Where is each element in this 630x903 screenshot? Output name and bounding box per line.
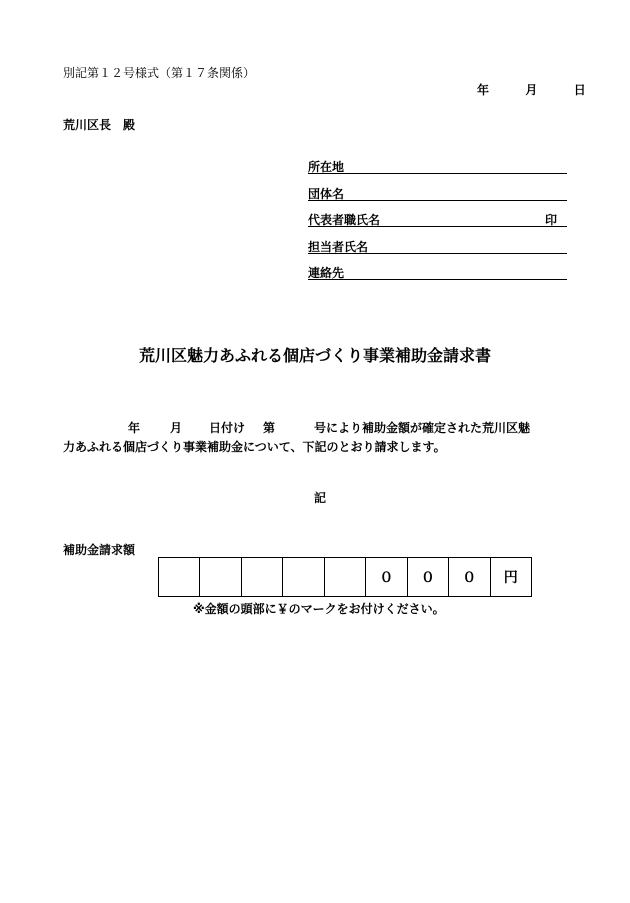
field-label: 団体名 xyxy=(308,187,345,201)
body-year: 年 xyxy=(128,421,141,435)
field-label: 担当者氏名 xyxy=(308,240,369,254)
amount-cell[interactable] xyxy=(159,558,200,596)
field-contact-person xyxy=(308,238,567,254)
amount-cell[interactable] xyxy=(242,558,283,596)
field-representative xyxy=(308,211,567,227)
date-day: 日 xyxy=(573,83,586,97)
amount-footnote: ※金額の頭部に￥のマークをお付けください。 xyxy=(193,602,445,616)
field-label: 代表者職氏名 xyxy=(308,213,381,227)
amount-cell: ０ xyxy=(366,558,407,596)
seal-mark: 印 xyxy=(544,213,557,227)
yen-unit: 円 xyxy=(503,570,518,586)
field-label: 連絡先 xyxy=(308,266,345,280)
addressee: 荒川区長 殿 xyxy=(63,118,136,132)
amount-cell: ０ xyxy=(408,558,449,596)
amount-cell[interactable] xyxy=(325,558,366,596)
date-month: 月 xyxy=(525,83,538,97)
amount-label: 補助金請求額 xyxy=(63,543,136,557)
field-organization xyxy=(308,185,567,201)
body-number-prefix: 第 xyxy=(263,421,276,435)
amount-cell[interactable] xyxy=(200,558,241,596)
body-month: 月 xyxy=(170,421,183,435)
body-line1-rest: 号により補助金額が確定された荒川区魅 xyxy=(314,421,531,435)
date-line xyxy=(477,81,586,98)
amount-box xyxy=(158,557,532,597)
document-title: 荒川区魅力あふれる個店づくり事業補助金請求書 xyxy=(138,346,491,365)
field-label: 所在地 xyxy=(308,160,345,174)
ki-heading: 記 xyxy=(313,491,326,505)
body-dated: 日付け xyxy=(209,421,246,435)
date-year: 年 xyxy=(477,83,490,97)
amount-cell[interactable] xyxy=(283,558,324,596)
body-line2: 力あふれる個店づくり事業補助金について、下記のとおり請求します。 xyxy=(63,440,446,454)
amount-cell: ０ xyxy=(449,558,490,596)
field-contact-info xyxy=(308,264,567,280)
field-address xyxy=(308,158,567,174)
form-number: 別記第１２号様式（第１７条関係） xyxy=(63,66,256,80)
